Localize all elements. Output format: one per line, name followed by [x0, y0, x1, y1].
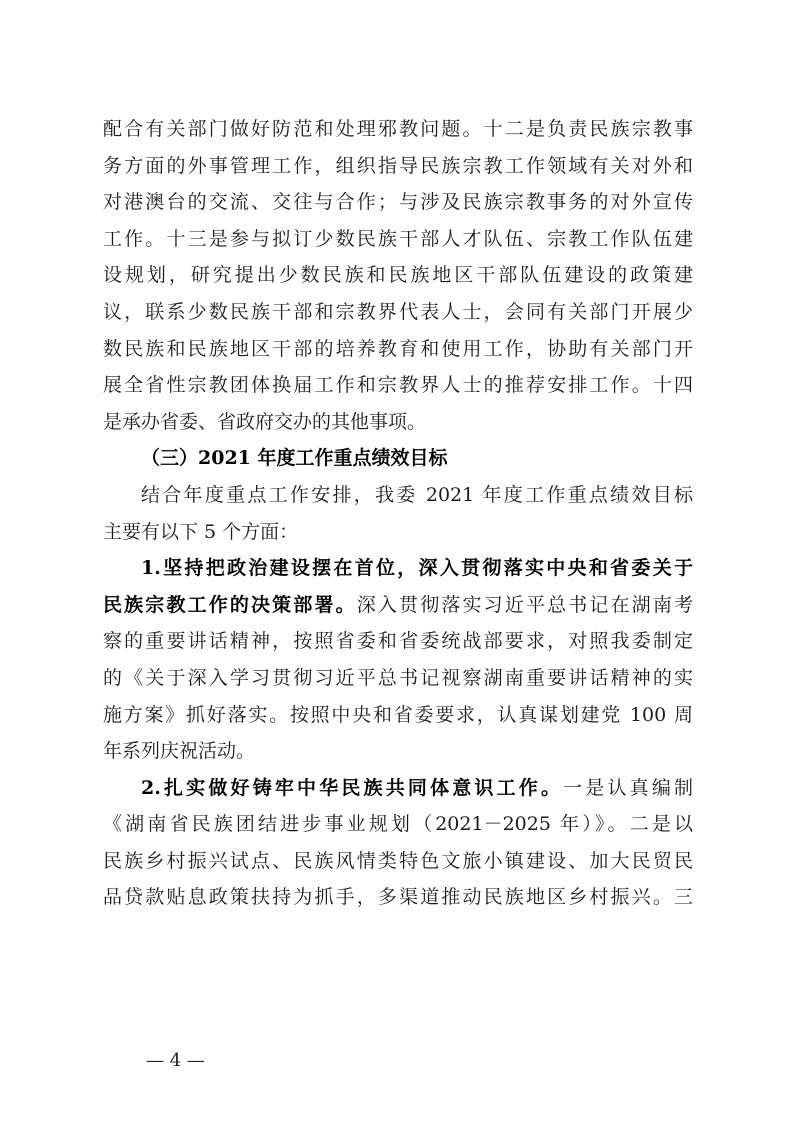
- text-line: 品贷款贴息政策扶持为抓手，多渠道推动民族地区乡村振兴。三: [103, 886, 693, 909]
- paragraph-intro: [103, 477, 693, 550]
- text-line: 展全省性宗教团体换届工作和宗教界人士的推荐安排工作。十四: [103, 374, 693, 397]
- goal-item-text: 一是认真编制: [563, 776, 693, 799]
- text-line: 《湖南省民族团结进步事业规划（2021－2025 年）》。二是以: [103, 813, 693, 836]
- document-body: [103, 111, 693, 916]
- section-heading: （三）2021 年度工作重点绩效目标: [141, 447, 448, 470]
- text-line: 施方案》抓好落实。按照中央和省委要求，认真谋划建党 100 周: [103, 703, 693, 726]
- text-line: 对港澳台的交流、交往与合作；与涉及民族宗教事务的对外宣传: [103, 191, 693, 214]
- goal-item-title: 2.扎实做好铸牢中华民族共同体意识工作。: [141, 776, 564, 799]
- text-line: 的《关于深入学习贯彻习近平总书记视察湖南重要讲话精神的实: [103, 666, 693, 689]
- text-line: 务方面的外事管理工作，组织指导民族宗教工作领域有关对外和: [103, 154, 693, 177]
- page-number: — 4 —: [146, 1050, 205, 1071]
- paragraph-duties: [103, 111, 693, 440]
- text-line: 工作。十三是参与拟订少数民族干部人才队伍、宗教工作队伍建: [103, 227, 693, 250]
- text-line: 主要有以下 5 个方面：: [103, 520, 299, 543]
- text-line: 民族乡村振兴试点、民族风情类特色文旅小镇建设、加大民贸民: [103, 849, 693, 872]
- text-line: [103, 770, 693, 807]
- goal-item-1: [103, 550, 693, 770]
- text-line: 设规划，研究提出少数民族和民族地区干部队伍建设的政策建: [103, 264, 693, 287]
- text-line: 年系列庆祝活动。: [103, 740, 256, 763]
- text-line: 结合年度重点工作安排，我委 2021 年度工作重点绩效目标: [141, 483, 693, 506]
- goal-item-text: 深入贯彻落实习近平总书记在湖南考: [356, 593, 693, 616]
- text-line: 配合有关部门做好防范和处理邪教问题。十二是负责民族宗教事: [103, 118, 693, 140]
- text-line: 察的重要讲话精神，按照省委和省委统战部要求，对照我委制定: [103, 630, 693, 653]
- goal-item-title: 1.坚持把政治建设摆在首位，深入贯彻落实中央和省委关于: [141, 557, 693, 580]
- text-line: 是承办省委、省政府交办的其他事项。: [103, 410, 427, 433]
- text-line: [103, 587, 693, 624]
- text-line: 数民族和民族地区干部的培养教育和使用工作，协助有关部门开: [103, 337, 693, 360]
- goal-item-2: [103, 770, 693, 916]
- text-line: 议，联系少数民族干部和宗教界代表人士，会同有关部门开展少: [103, 300, 693, 323]
- goal-item-title-end: 民族宗教工作的决策部署。: [103, 593, 357, 616]
